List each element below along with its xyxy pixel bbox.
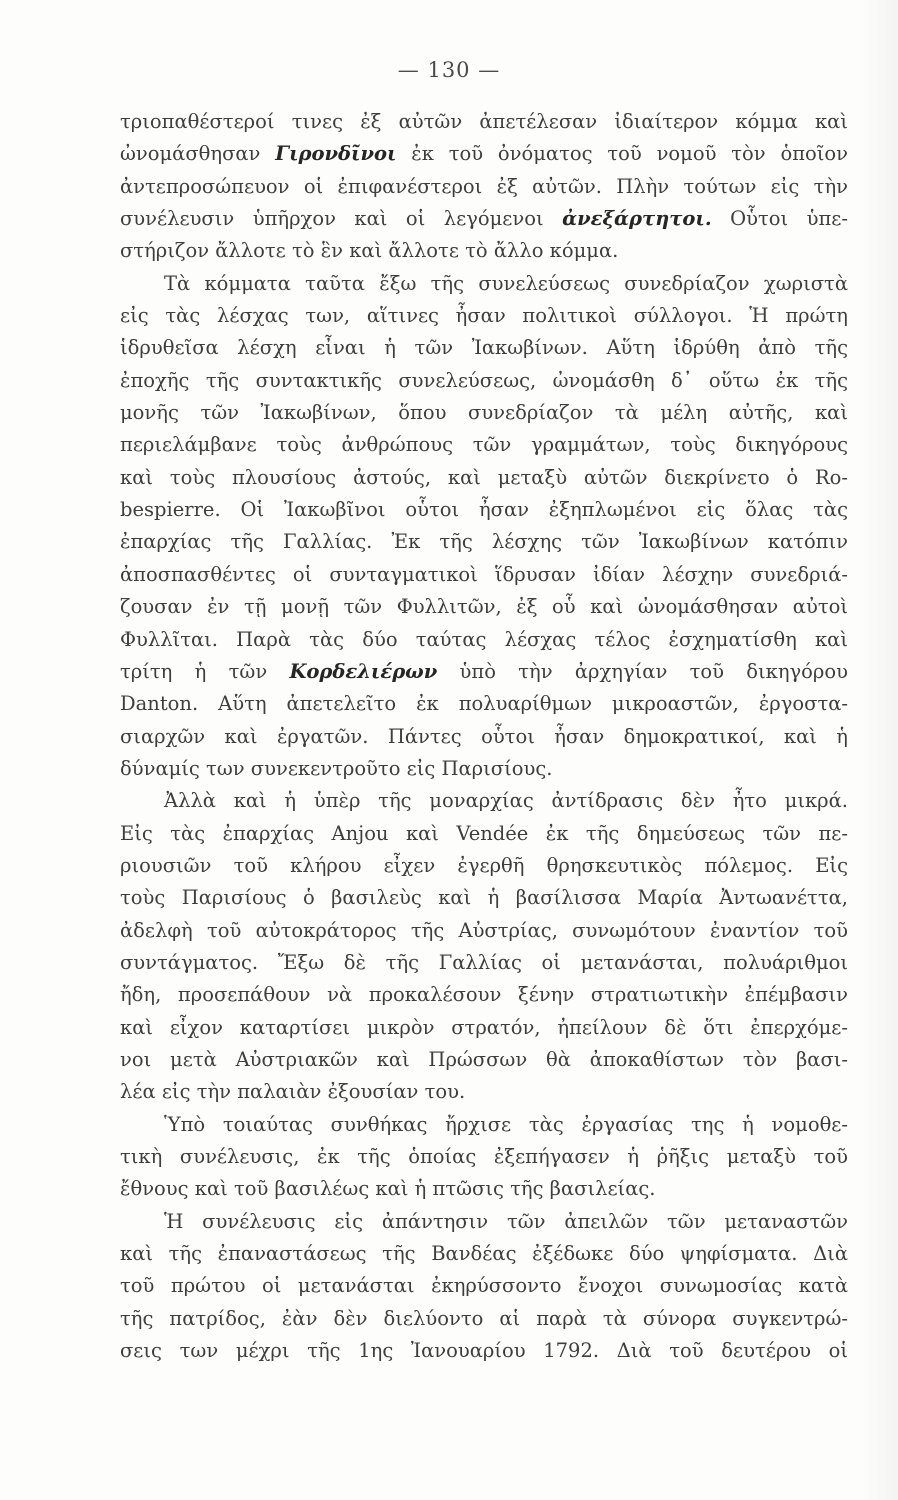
text-segment: Ὑπὸ τοιαύτας συνθήκας ἤρχισε τὰς ἐργασίας της ἡ νομοθε- bbox=[164, 1112, 848, 1136]
text-line bbox=[120, 1109, 848, 1141]
text-segment: ἀντεπροσώπευον οἱ ἐπιφανέστεροι ἐξ αὐτῶν. Πλὴν τούτων εἰς τὴν bbox=[120, 174, 848, 198]
text-segment: δύναμίς των συνεκεντροῦτο εἰς Παρισίους. bbox=[120, 756, 553, 780]
text-line bbox=[120, 1303, 848, 1335]
text-segment: μονῆς τῶν Ἰακωβίνων, ὅπου συνεδρίαζον τὰ μέλη αὐτῆς, καὶ bbox=[120, 401, 848, 425]
text-segment: περιελάμβανε τοὺς ἀνθρώπους τῶν γραμμάτων, τοὺς δικηγόρους bbox=[120, 433, 848, 457]
page-number: — 130 — bbox=[397, 58, 501, 82]
text-segment: Οὗτοι ὑπε- bbox=[711, 207, 848, 231]
emphasized-term: ἀνεξάρτητοι. bbox=[562, 207, 712, 231]
text-segment: σεις των μέχρι τῆς 1ης Ἰανουαρίου 1792. Διὰ τοῦ δευτέρου οἱ bbox=[120, 1339, 848, 1363]
text-line bbox=[120, 300, 848, 332]
text-segment: καὶ τοὺς πλουσίους ἀστούς, καὶ μεταξὺ αὐτῶν διεκρίνετο ὁ Ro- bbox=[120, 465, 848, 489]
text-line bbox=[120, 688, 848, 720]
text-line bbox=[120, 915, 848, 947]
text-segment: συνέλευσιν ὑπῆρχον καὶ οἱ λεγόμενοι bbox=[120, 207, 563, 231]
text-segment: νοι μετὰ Αὐστριακῶν καὶ Πρώσσων θὰ ἀποκαθίστων τὸν βασι- bbox=[120, 1047, 848, 1071]
text-line bbox=[120, 559, 848, 591]
text-segment: σιαρχῶν καὶ ἐργατῶν. Πάντες οὗτοι ἦσαν δημοκρατικοί, καὶ ἡ bbox=[120, 724, 848, 748]
text-line bbox=[120, 397, 848, 429]
text-line bbox=[120, 1076, 848, 1108]
text-line bbox=[120, 1238, 848, 1270]
text-line bbox=[120, 1012, 848, 1044]
page-edge-shadow bbox=[862, 0, 898, 1500]
text-segment: ἐποχῆς τῆς συντακτικῆς συνελεύσεως, ὠνομάσθη δ᾽ οὕτω ἐκ τῆς bbox=[120, 368, 848, 392]
text-segment: ἀποσπασθέντες οἱ συνταγματικοὶ ἵδρυσαν ἰδίαν λέσχην συνεδριά- bbox=[120, 562, 848, 586]
text-line bbox=[120, 721, 848, 753]
text-line bbox=[120, 882, 848, 914]
text-line bbox=[120, 106, 848, 138]
text-line bbox=[120, 462, 848, 494]
text-segment: ἐπαρχίας τῆς Γαλλίας. Ἐκ τῆς λέσχης τῶν Ἰακωβίνων κατόπιν bbox=[120, 530, 848, 554]
text-segment: συντάγματος. Ἔξω δὲ τῆς Γαλλίας οἱ μετανάσται, πολυάριθμοι bbox=[120, 950, 848, 974]
text-line bbox=[120, 494, 848, 526]
text-segment: ὠνομάσθησαν bbox=[120, 142, 276, 166]
text-segment: ἱδρυθεῖσα λέσχη εἶναι ἡ τῶν Ἰακωβίνων. Αὕτη ἱδρύθη ἀπὸ τῆς bbox=[120, 336, 848, 360]
text-line bbox=[120, 624, 848, 656]
text-segment: Φυλλῖται. Παρὰ τὰς δύο ταύτας λέσχας τέλος ἐσχηματίσθη καὶ bbox=[120, 627, 848, 651]
text-line bbox=[120, 365, 848, 397]
text-segment: ἔθνους καὶ τοῦ βασιλέως καὶ ἡ πτῶσις τῆς βασιλείας. bbox=[120, 1177, 656, 1201]
text-segment: Τὰ κόμματα ταῦτα ἔξω τῆς συνελεύσεως συνεδρίαζον χωριστὰ bbox=[164, 271, 848, 295]
text-line bbox=[120, 753, 848, 785]
text-segment: τρίτη ἡ τῶν bbox=[120, 659, 290, 683]
text-line bbox=[120, 138, 848, 170]
body-text bbox=[120, 106, 848, 1367]
text-line bbox=[120, 203, 848, 235]
text-line bbox=[120, 785, 848, 817]
text-line bbox=[120, 850, 848, 882]
text-line bbox=[120, 1335, 848, 1367]
text-segment: στήριζον ἄλλοτε τὸ ἓν καὶ ἄλλοτε τὸ ἄλλο κόμμα. bbox=[120, 239, 619, 263]
emphasized-term: Γιρονδῖνοι bbox=[275, 142, 397, 166]
text-segment: ζουσαν ἐν τῇ μονῇ τῶν Φυλλιτῶν, ἐξ οὗ καὶ ὠνομάσθησαν αὐτοὶ bbox=[120, 595, 848, 619]
text-segment: τοῦ πρώτου οἱ μετανάσται ἐκηρύσσοντο ἔνοχοι συνωμοσίας κατὰ bbox=[120, 1274, 848, 1298]
emphasized-term: Κορδελιέρων bbox=[289, 659, 438, 683]
text-segment: καὶ εἶχον καταρτίσει μικρὸν στρατόν, ἠπείλουν δὲ ὅτι ἐπερχόμε- bbox=[120, 1015, 848, 1039]
text-segment: ριουσιῶν τοῦ κλήρου εἶχεν ἐγερθῆ θρησκευτικὸς πόλεμος. Εἰς bbox=[120, 853, 848, 877]
text-line bbox=[120, 591, 848, 623]
text-line bbox=[120, 818, 848, 850]
text-line bbox=[120, 979, 848, 1011]
text-segment: τριοπαθέστεροί τινες ἐξ αὐτῶν ἀπετέλεσαν ἰδιαίτερον κόμμα καὶ bbox=[120, 110, 848, 133]
text-line bbox=[120, 1141, 848, 1173]
text-segment: λέα εἰς τὴν παλαιὰν ἐξουσίαν του. bbox=[120, 1080, 466, 1104]
text-line bbox=[120, 171, 848, 203]
text-segment: bespierre. Οἱ Ἰακωβῖνοι οὗτοι ἦσαν ἐξηπλωμένοι εἰς ὅλας τὰς bbox=[120, 498, 848, 522]
text-segment: ἐκ τοῦ ὀνόματος τοῦ νομοῦ τὸν ὁποῖον bbox=[396, 142, 848, 166]
text-line bbox=[120, 1173, 848, 1205]
text-line bbox=[120, 1206, 848, 1238]
text-segment: τοὺς Παρισίους ὁ βασιλεὺς καὶ ἡ βασίλισσα Μαρία Ἀντωανέττα, bbox=[120, 886, 848, 910]
text-segment: τικὴ συνέλευσις, ἐκ τῆς ὁποίας ἐξεπήγασεν ἡ ῥῆξις μεταξὺ τοῦ bbox=[120, 1145, 848, 1168]
text-line bbox=[120, 1270, 848, 1302]
text-segment: Danton. Αὕτη ἀπετελεῖτο ἐκ πολυαρίθμων μικροαστῶν, ἐργοστα- bbox=[120, 692, 848, 716]
text-segment: Εἰς τὰς ἐπαρχίας Anjou καὶ Vendée ἐκ τῆς δημεύσεως τῶν πε- bbox=[120, 821, 848, 845]
text-line bbox=[120, 268, 848, 300]
text-line bbox=[120, 947, 848, 979]
text-line bbox=[120, 656, 848, 688]
text-line bbox=[120, 429, 848, 461]
text-line bbox=[120, 235, 848, 267]
text-segment: εἰς τὰς λέσχας των, αἵτινες ἦσαν πολιτικοὶ σύλλογοι. Ἡ πρώτη bbox=[120, 304, 848, 328]
text-line bbox=[120, 1044, 848, 1076]
text-segment: καὶ τῆς ἐπαναστάσεως τῆς Βανδέας ἐξέδωκε δύο ψηφίσματα. Διὰ bbox=[120, 1242, 848, 1266]
text-segment: Ἀλλὰ καὶ ἡ ὑπὲρ τῆς μοναρχίας ἀντίδρασις δὲν ἦτο μικρά. bbox=[164, 789, 848, 813]
text-line bbox=[120, 526, 848, 558]
text-segment: τῆς πατρίδος, ἐὰν δὲν διελύοντο αἱ παρὰ τὰ σύνορα συγκεντρώ- bbox=[120, 1306, 848, 1330]
text-segment: ἀδελφὴ τοῦ αὐτοκράτορος τῆς Αὐστρίας, συνωμότουν ἐναντίον τοῦ bbox=[120, 918, 848, 942]
text-segment: ἤδη, προσεπάθουν νὰ προκαλέσουν ξένην στρατιωτικὴν ἐπέμβασιν bbox=[120, 983, 848, 1007]
text-line bbox=[120, 332, 848, 364]
text-segment: ὑπὸ τὴν ἀρχηγίαν τοῦ δικηγόρου bbox=[437, 659, 848, 683]
text-segment: Ἡ συνέλευσις εἰς ἀπάντησιν τῶν ἀπειλῶν τῶν μεταναστῶν bbox=[164, 1209, 848, 1233]
